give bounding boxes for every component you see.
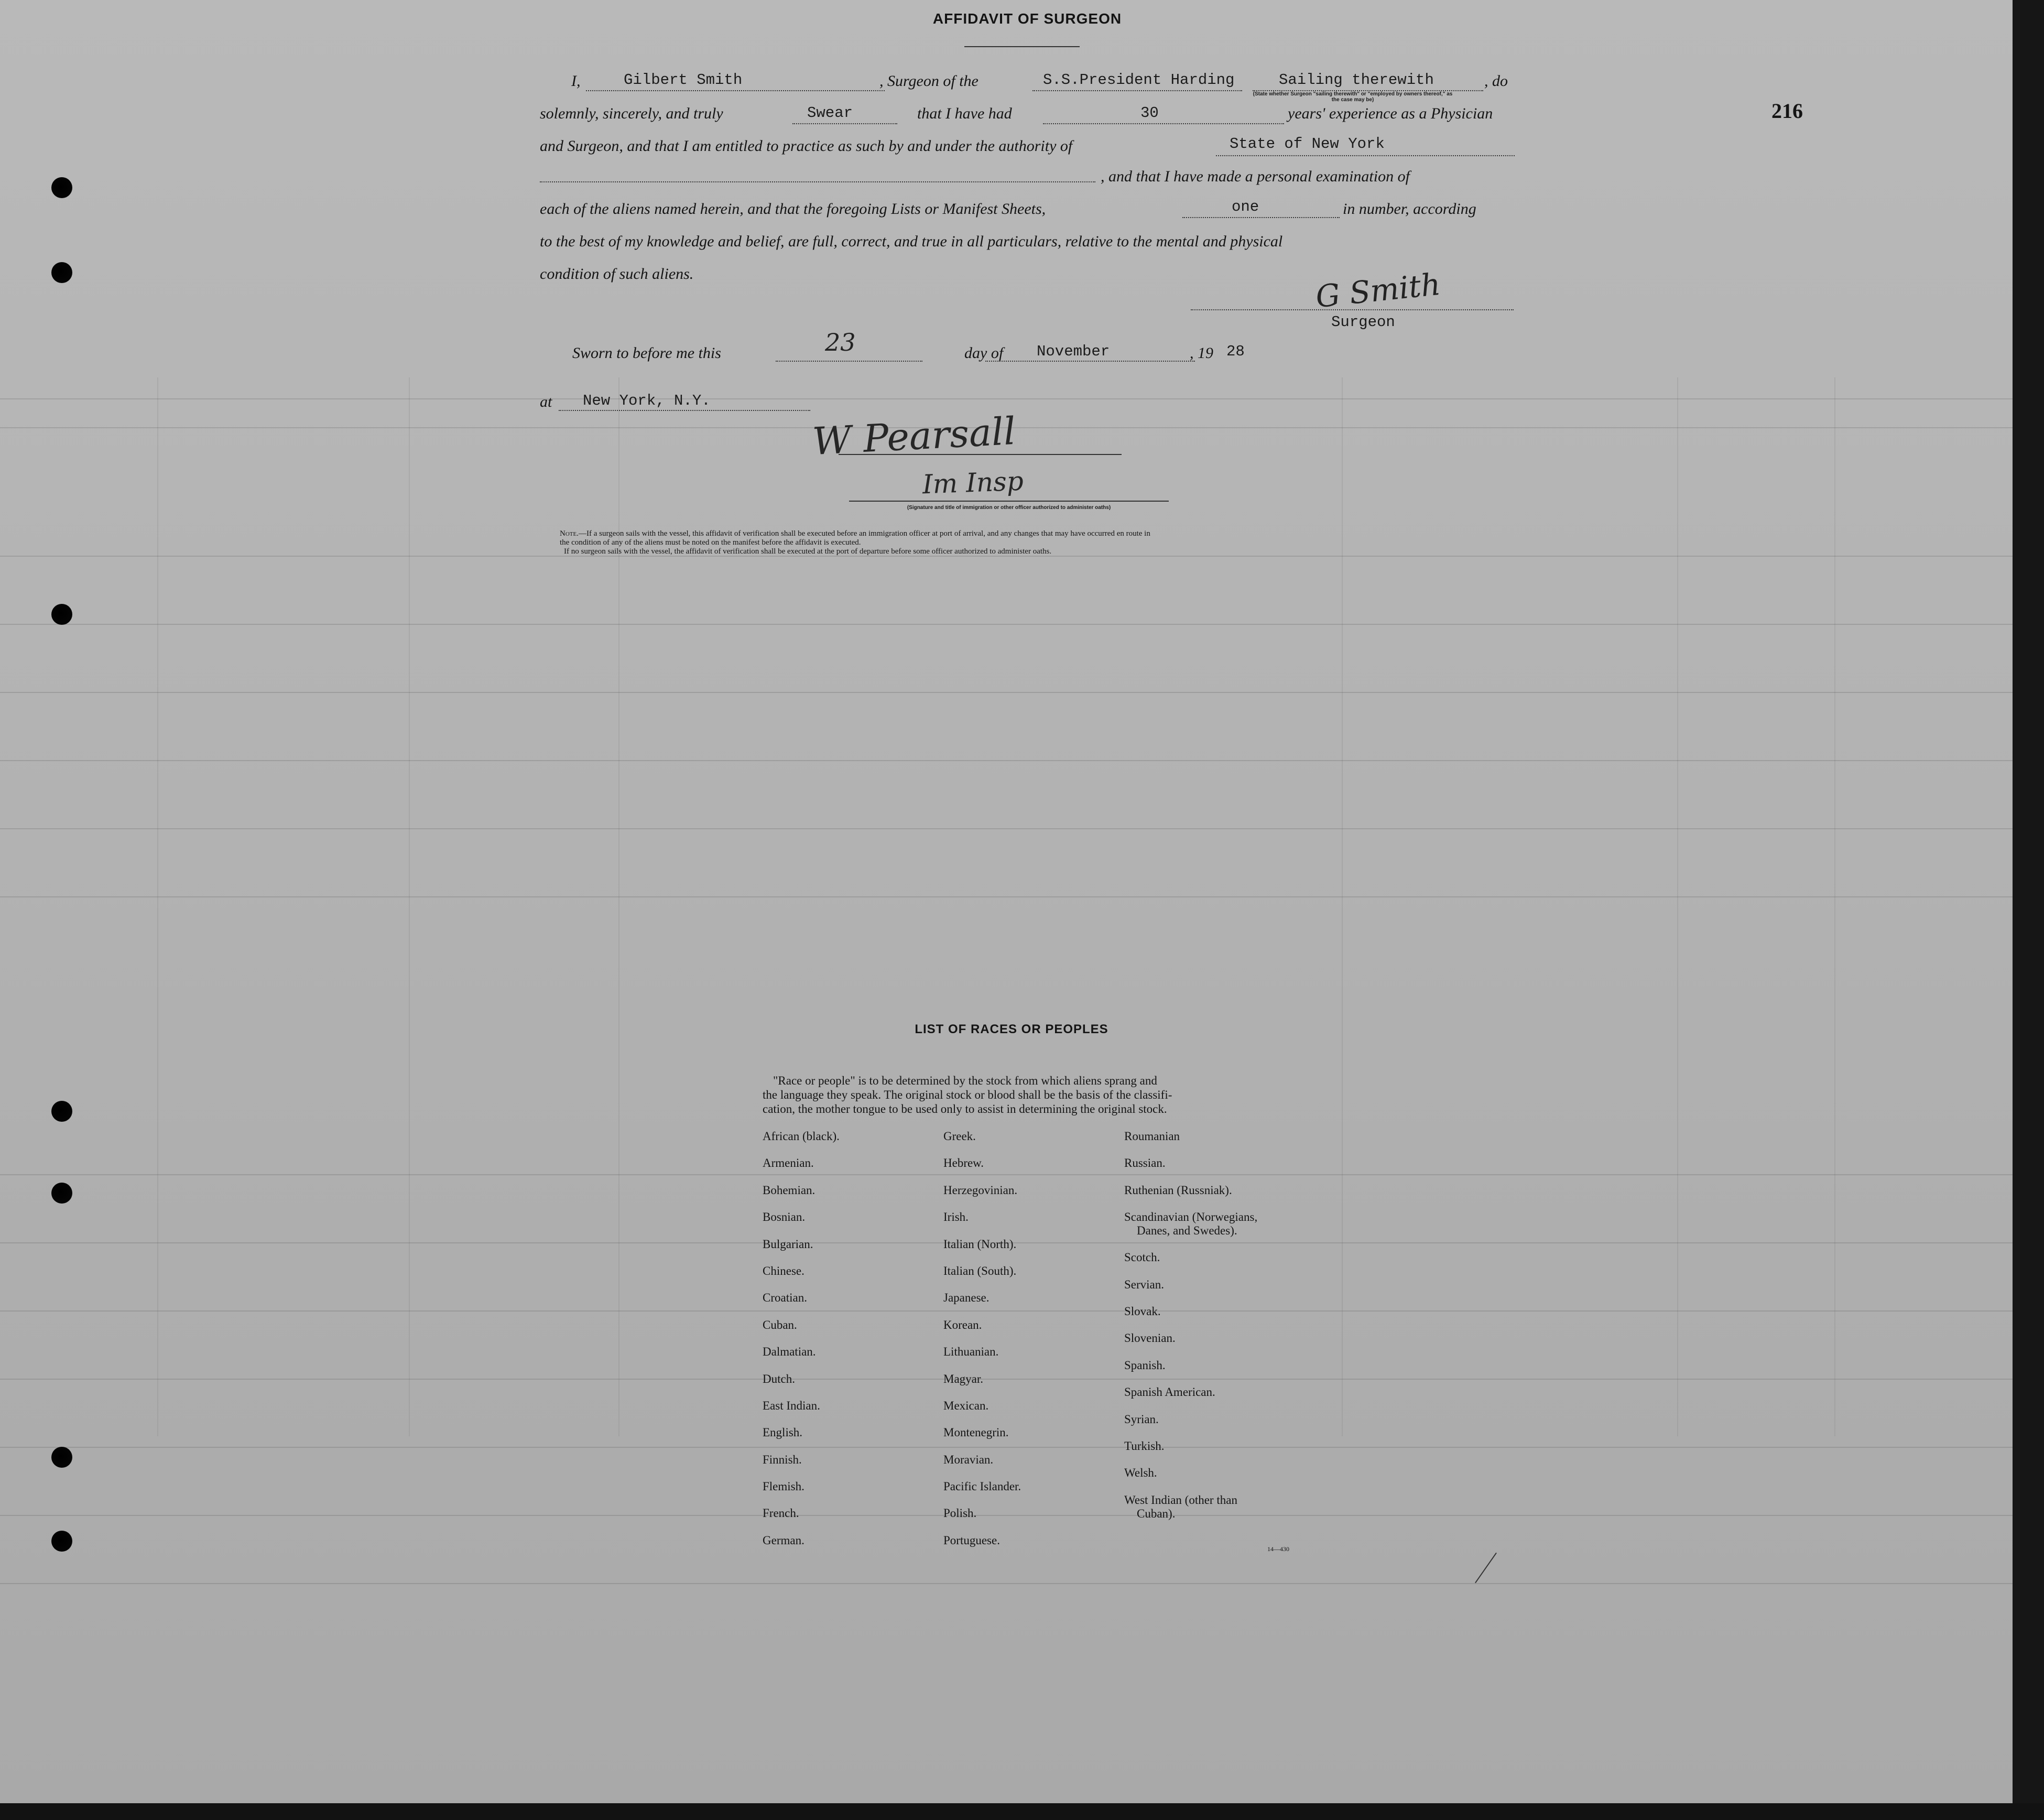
fill-line: [1216, 154, 1515, 156]
race-item: Cuban.: [763, 1318, 797, 1331]
binder-hole: [51, 1531, 72, 1552]
fill-line: [1032, 89, 1242, 91]
races-column-1: [763, 1130, 840, 1561]
ship-name: S.S.President Harding: [1043, 71, 1235, 89]
officer-caption: (Signature and title of immigration or other officer authorized to administer oaths): [907, 505, 1111, 511]
sworn-line: Sworn to before me this day of , 19: [572, 344, 1213, 362]
surgeon-signature: G Smith: [1314, 266, 1442, 315]
race-item: Bulgarian.: [763, 1237, 813, 1251]
page-edge-shadow: [2013, 0, 2044, 1820]
sworn-day: 23: [825, 328, 856, 356]
race-item: Lithuanian.: [943, 1345, 999, 1359]
years-experience: 30: [1140, 104, 1159, 122]
races-intro: [763, 1074, 1308, 1116]
race-item: Italian (North).: [943, 1237, 1017, 1251]
race-item: Korean.: [943, 1318, 982, 1331]
affidavit-line-6: to the best of my knowledge and belief, are full, correct, and true in all particulars, relative to the mental and physical: [540, 233, 1283, 250]
location: New York, N.Y.: [583, 392, 711, 409]
binder-hole: [51, 1183, 72, 1204]
race-item: Spanish American.: [1124, 1385, 1215, 1399]
surgeon-name: Gilbert Smith: [624, 71, 743, 89]
race-item: French.: [763, 1507, 799, 1520]
race-item: Polish.: [943, 1507, 977, 1520]
note-label: Note.: [560, 529, 579, 538]
races-intro-line-1: "Race or people" is to be determined by the stock from which aliens sprang and: [773, 1074, 1157, 1087]
page-number: 216: [1771, 99, 1803, 123]
affidavit-line-3: and Surgeon, and that I am entitled to practice as such by and under the authority of: [540, 137, 1073, 155]
affidavit-title: AFFIDAVIT OF SURGEON: [932, 10, 1122, 27]
race-item: Scotch.: [1124, 1251, 1160, 1264]
race-item: Slovak.: [1124, 1304, 1161, 1318]
affidavit-note: [560, 529, 1519, 556]
race-item: Ruthenian (Russniak).: [1124, 1183, 1232, 1197]
race-item: Greek.: [943, 1130, 976, 1143]
race-item: German.: [763, 1533, 804, 1547]
fill-line: [1043, 122, 1284, 124]
sworn-month: November: [1037, 343, 1110, 360]
race-item: African (black).: [763, 1130, 840, 1143]
race-item: Herzegovinian.: [943, 1183, 1018, 1197]
page-bottom-edge: [0, 1803, 2044, 1820]
pen-mark: [1475, 1553, 1497, 1583]
race-item: Portuguese.: [943, 1533, 1000, 1547]
race-item: Magyar.: [943, 1372, 984, 1385]
note-line-3: If no surgeon sails with the vessel, the affidavit of verification shall be executed at the port of departure before some officer authorized to administer oaths.: [564, 547, 1052, 556]
binder-hole: [51, 604, 72, 625]
title-rule: [964, 46, 1080, 47]
races-column-3: [1124, 1130, 1257, 1525]
binder-hole: [51, 262, 72, 283]
form-number: 14—430: [1267, 1545, 1289, 1553]
officer-title-line: [849, 501, 1169, 502]
race-item: Irish.: [943, 1210, 969, 1224]
sheet-count: one: [1232, 198, 1259, 215]
sworn-year: 28: [1226, 343, 1245, 360]
affidavit-line-1: I, , Surgeon of the , do: [571, 72, 1508, 90]
race-item: Japanese.: [943, 1291, 990, 1305]
note-line-2: the condition of any of the aliens must be noted on the manifest before the affidavit is executed.: [560, 538, 861, 547]
race-item: Russian.: [1124, 1156, 1166, 1170]
race-item: Finnish.: [763, 1453, 802, 1466]
oath-word: Swear: [807, 104, 853, 122]
race-item: Servian.: [1124, 1277, 1165, 1291]
race-item: Moravian.: [943, 1453, 994, 1466]
race-item: Armenian.: [763, 1156, 814, 1170]
fill-line: [776, 360, 922, 362]
race-item: Italian (South).: [943, 1264, 1017, 1277]
sailing-note: (State whether Surgeon "sailing therewith" or "employed by owners thereof," as the case may be): [1253, 91, 1453, 103]
affidavit-line-4: , and that I have made a personal examination of: [1101, 168, 1410, 185]
races-intro-line-2: the language they speak. The original stock or blood shall be the basis of the classifi-: [763, 1088, 1172, 1101]
authority: State of New York: [1230, 135, 1385, 153]
affidavit-line-7: condition of such aliens.: [540, 265, 694, 283]
race-item: Dutch.: [763, 1372, 795, 1385]
race-item: Syrian.: [1124, 1412, 1159, 1426]
race-item: Flemish.: [763, 1480, 804, 1493]
race-item: Turkish.: [1124, 1439, 1165, 1453]
race-item: Chinese.: [763, 1264, 804, 1277]
race-item: Bosnian.: [763, 1210, 806, 1224]
officer-signature-line: [839, 454, 1122, 455]
surgeon-label: Surgeon: [1331, 313, 1395, 331]
officer-signature: W Pearsall: [811, 408, 1017, 464]
note-line-1: —If a surgeon sails with the vessel, this affidavit of verification shall be executed before an immigration officer at port of arrival, and any changes that may have occurred en route in: [578, 529, 1150, 538]
race-item: Bohemian.: [763, 1183, 816, 1197]
fill-line: [1182, 216, 1340, 218]
binder-hole: [51, 177, 72, 198]
race-item: Hebrew.: [943, 1156, 984, 1170]
binder-hole: [51, 1101, 72, 1122]
at-line: at: [540, 393, 552, 410]
fill-line: [586, 89, 885, 91]
sailing-status: Sailing therewith: [1279, 71, 1434, 89]
race-item: English.: [763, 1426, 803, 1439]
race-item: East Indian.: [763, 1399, 820, 1412]
races-intro-line-3: cation, the mother tongue to be used only to assist in determining the original stock.: [763, 1102, 1167, 1115]
races-title: LIST OF RACES OR PEOPLES: [915, 1022, 1108, 1036]
races-column-2: [943, 1130, 1021, 1561]
race-item-west-indian: West Indian (other than Cuban).: [1124, 1493, 1237, 1520]
race-item: Croatian.: [763, 1291, 807, 1305]
affidavit-line-5: each of the aliens named herein, and that the foregoing Lists or Manifest Sheets, in number, according: [540, 200, 1476, 218]
race-item: Welsh.: [1124, 1466, 1157, 1480]
fill-line: [792, 122, 897, 124]
race-item: Dalmatian.: [763, 1345, 816, 1359]
affidavit-line-2: solemnly, sincerely, and truly that I have had years' experience as a Physician: [540, 105, 1493, 122]
race-item-scandinavian: Scandinavian (Norwegians, Danes, and Swedes).: [1124, 1210, 1258, 1238]
binder-hole: [51, 1447, 72, 1468]
race-item: Pacific Islander.: [943, 1480, 1021, 1493]
race-item: Slovenian.: [1124, 1331, 1176, 1345]
race-item: Montenegrin.: [943, 1426, 1009, 1439]
race-item: Mexican.: [943, 1399, 989, 1412]
race-item: Spanish.: [1124, 1358, 1166, 1372]
officer-title: Im Insp: [922, 465, 1024, 500]
race-item: Roumanian: [1124, 1130, 1180, 1143]
